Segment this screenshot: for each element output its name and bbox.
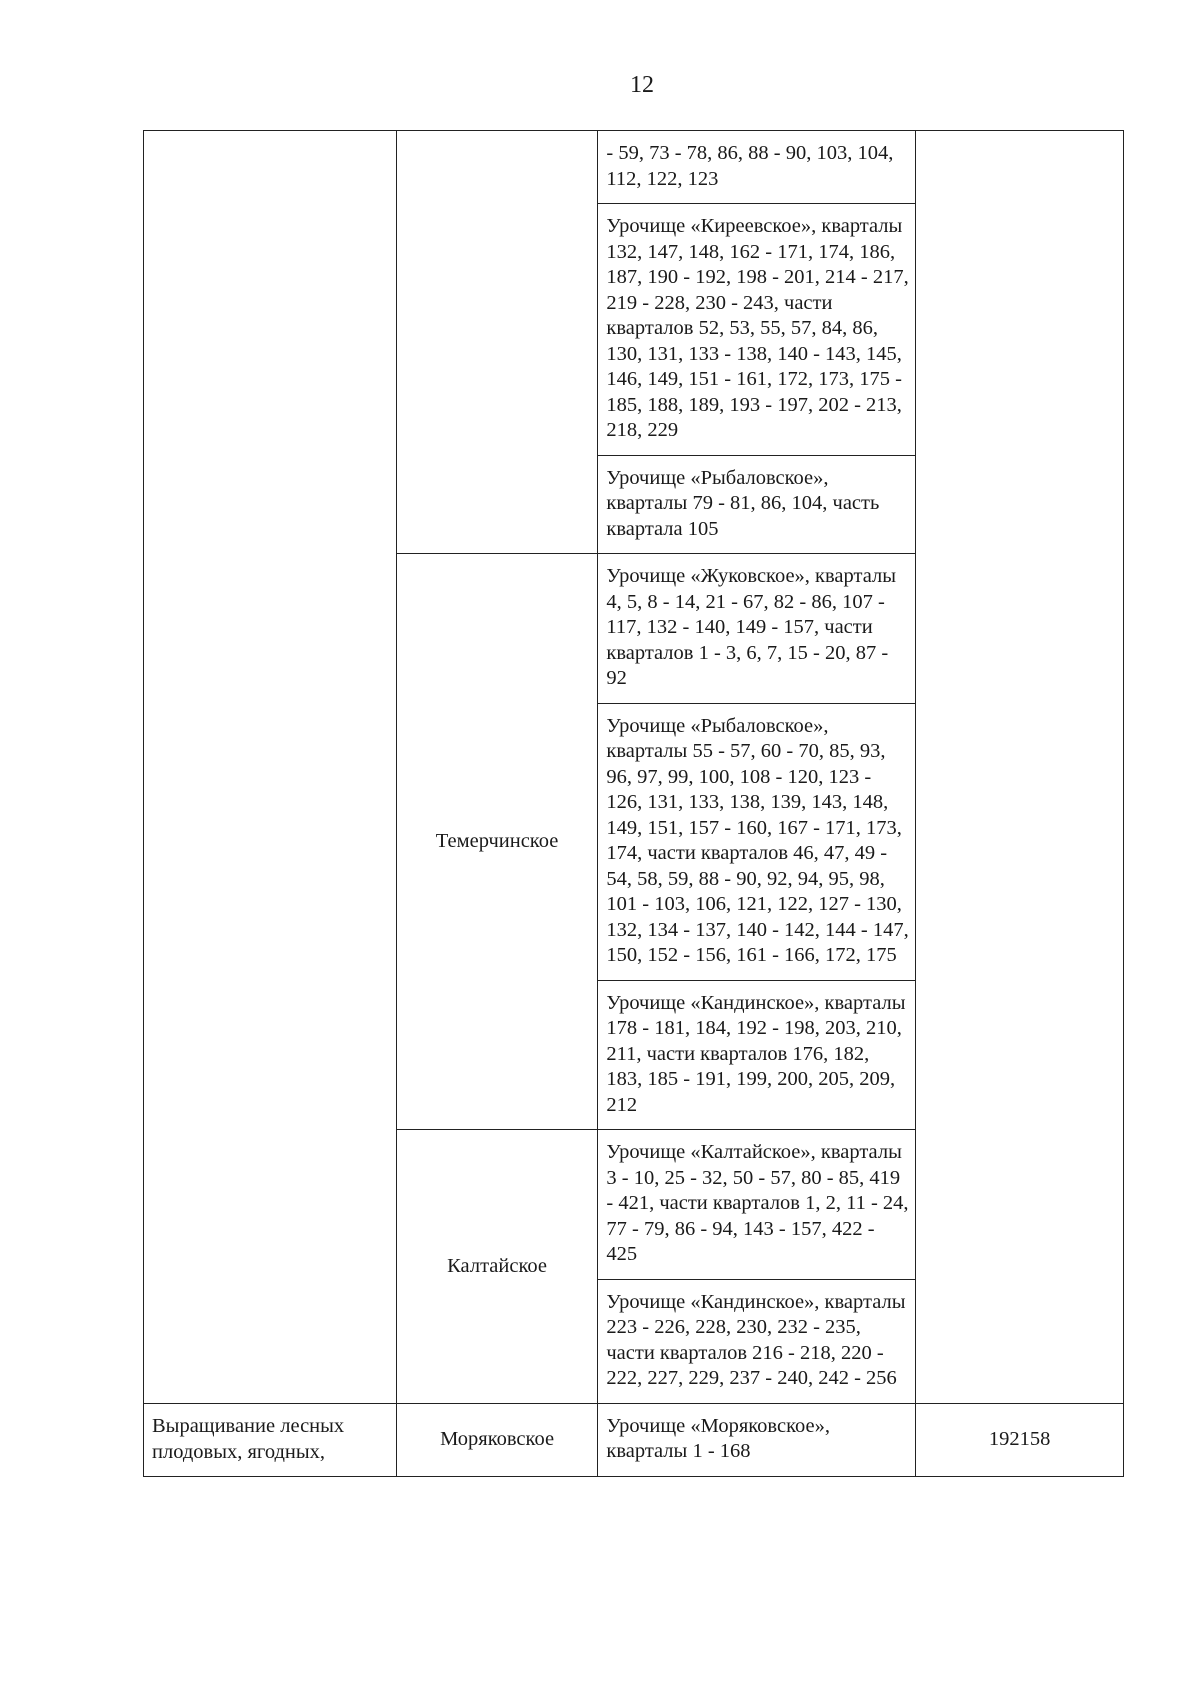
forest-areas-table: [143, 130, 1124, 1477]
location-cell: [598, 131, 916, 204]
area-cell: 192158: [916, 1403, 1124, 1476]
forestry-cell-kaltayskoe: Калтайское: [396, 1130, 598, 1404]
purpose-cell: Выращивание лесных плодовых, ягодных,: [144, 1403, 397, 1476]
location-text: Урочище «Кандинское», кварталы 178 - 181, 184, 192 - 198, 203, 210, 211, части кварталов 176, 182, 183, 185 - 191, 199, 200, 205, 209, 212: [606, 991, 906, 1116]
location-cell: [598, 455, 916, 554]
location-text: Урочище «Киреевское», кварталы 132, 147, 148, 162 - 171, 174, 186, 187, 190 - 192, 198 - 201, 214 - 217, 219 - 228, 230 - 243, части кварталов 52, 53, 55, 57, 84, 86, 130, 131, 133 - 138, 140 - 143, 145, 146, 149, 151 - 161, 172, 173, 175 - 185, 188, 189, 193 - 197, 202 - 213, 218, 229: [606, 215, 909, 441]
location-text: Урочище «Калтайское», кварталы 3 - 10, 25 - 32, 50 - 57, 80 - 85, 419 - 421, части кварталов 1, 2, 11 - 24, 77 - 79, 86 - 94, 143 - 157, 422 - 425: [606, 1141, 909, 1265]
forestry-cell-temerchinskoe: Темерчинское: [396, 554, 598, 1130]
location-cell: [598, 1279, 916, 1403]
location-text: Урочище «Моряковское», кварталы 1 - 168: [606, 1414, 830, 1462]
forestry-cell-moryakovskoe: Моряковское: [396, 1403, 598, 1476]
location-cell: [598, 1130, 916, 1280]
location-cell: [598, 703, 916, 980]
location-cell: [598, 980, 916, 1130]
location-cell: [598, 1403, 916, 1476]
location-text: Урочище «Рыбаловское», кварталы 55 - 57, 60 - 70, 85, 93, 96, 97, 99, 100, 108 - 120, 123 - 126, 131, 133, 138, 139, 143, 148, 149, 151, 157 - 160, 167 - 171, 173, 174, части кварталов 46, 47, 49 - 54, 58, 59, 88 - 90, 92, 94, 95, 98, 101 - 103, 106, 121, 122, 127 - 130, 132, 134 - 137, 140 - 142, 144 - 147, 150, 152 - 156, 161 - 166, 172, 175: [606, 714, 909, 966]
location-text: - 59, 73 - 78, 86, 88 - 90, 103, 104, 112, 122, 123: [606, 142, 894, 190]
location-text: Урочище «Жуковское», кварталы 4, 5, 8 - 14, 21 - 67, 82 - 86, 107 - 117, 132 - 140, 149 - 157, части кварталов 1 - 3, 6, 7, 15 - 20, 87 - 92: [606, 565, 896, 689]
location-text: Урочище «Рыбаловское», кварталы 79 - 81, 86, 104, часть квартала 105: [606, 466, 880, 540]
location-cell: [598, 204, 916, 456]
forestry-cell-continued: [396, 131, 598, 554]
page-number: 12: [630, 72, 654, 98]
location-text: Урочище «Кандинское», кварталы 223 - 226, 228, 230, 232 - 235, части кварталов 216 - 218, 220 - 222, 227, 229, 237 - 240, 242 - 256: [606, 1290, 906, 1389]
location-cell: [598, 554, 916, 704]
purpose-cell-empty: [144, 131, 397, 1404]
area-cell-empty: [916, 131, 1124, 1404]
